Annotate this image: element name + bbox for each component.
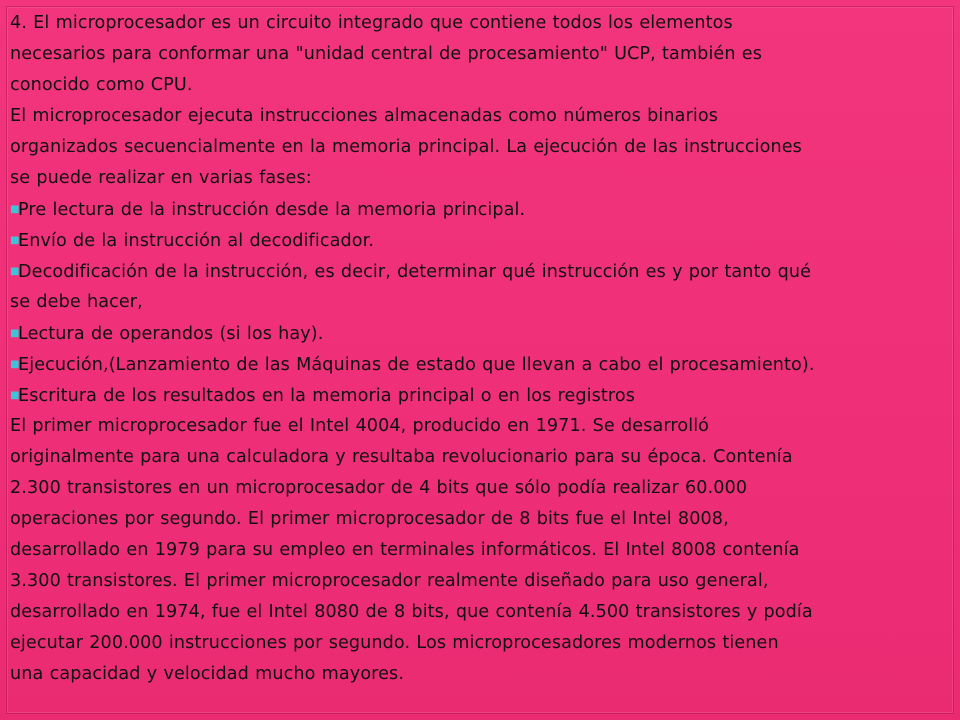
bullet-text: Decodificación de la instrucción, es decir, determinar qué instrucción es y por tanto qué [18, 262, 812, 282]
text-line: originalmente para una calculadora y resultaba revolucionario para su época. Contenía [10, 447, 793, 467]
square-bullet-icon: ■ [10, 390, 20, 401]
text-line: El microprocesador ejecuta instrucciones almacenadas como números binarios [10, 106, 718, 126]
square-bullet-icon: ■ [10, 266, 20, 277]
slide-text-body [10, 8, 950, 690]
text-line: se puede realizar en varias fases: [10, 168, 312, 188]
bullet-text: Escritura de los resultados en la memoria principal o en los registros [18, 386, 636, 406]
text-line: 2.300 transistores en un microprocesador de 4 bits que sólo podía realizar 60.000 [10, 478, 748, 498]
text-line: desarrollado en 1974, fue el Intel 8080 de 8 bits, que contenía 4.500 transistores y podía [10, 602, 813, 622]
text-line: 4. El microprocesador es un circuito integrado que contiene todos los elementos [10, 13, 733, 33]
text-line: El primer microprocesador fue el Intel 4004, producido en 1971. Se desarrolló [10, 416, 710, 436]
bullet-text: Ejecución,(Lanzamiento de las Máquinas de estado que llevan a cabo el procesamiento). [18, 355, 815, 375]
bullet-item [10, 225, 950, 256]
square-bullet-icon: ■ [10, 204, 20, 215]
bullet-item [10, 380, 950, 411]
square-bullet-icon: ■ [10, 328, 20, 339]
text-line: desarrollado en 1979 para su empleo en terminales informáticos. El Intel 8008 contenía [10, 540, 800, 560]
text-line: operaciones por segundo. El primer microprocesador de 8 bits fue el Intel 8008, [10, 509, 729, 529]
bullet-item [10, 256, 950, 287]
text-line: 3.300 transistores. El primer microprocesador realmente diseñado para uso general, [10, 571, 769, 591]
bullet-text: Pre lectura de la instrucción desde la memoria principal. [18, 200, 526, 220]
square-bullet-icon: ■ [10, 235, 20, 246]
text-line: ejecutar 200.000 instrucciones por segundo. Los microprocesadores modernos tienen [10, 633, 779, 653]
text-line: organizados secuencialmente en la memoria principal. La ejecución de las instrucciones [10, 137, 802, 157]
text-line: se debe hacer, [10, 292, 143, 312]
square-bullet-icon: ■ [10, 359, 20, 370]
bullet-text: Lectura de operandos (si los hay). [18, 324, 324, 344]
bullet-item [10, 194, 950, 225]
bullet-item [10, 349, 950, 380]
text-line: conocido como CPU. [10, 75, 193, 95]
text-line: una capacidad y velocidad mucho mayores. [10, 664, 405, 684]
bullet-text: Envío de la instrucción al decodificador. [18, 231, 375, 251]
text-line: necesarios para conformar una "unidad central de procesamiento" UCP, también es [10, 44, 762, 64]
bullet-item [10, 318, 950, 349]
